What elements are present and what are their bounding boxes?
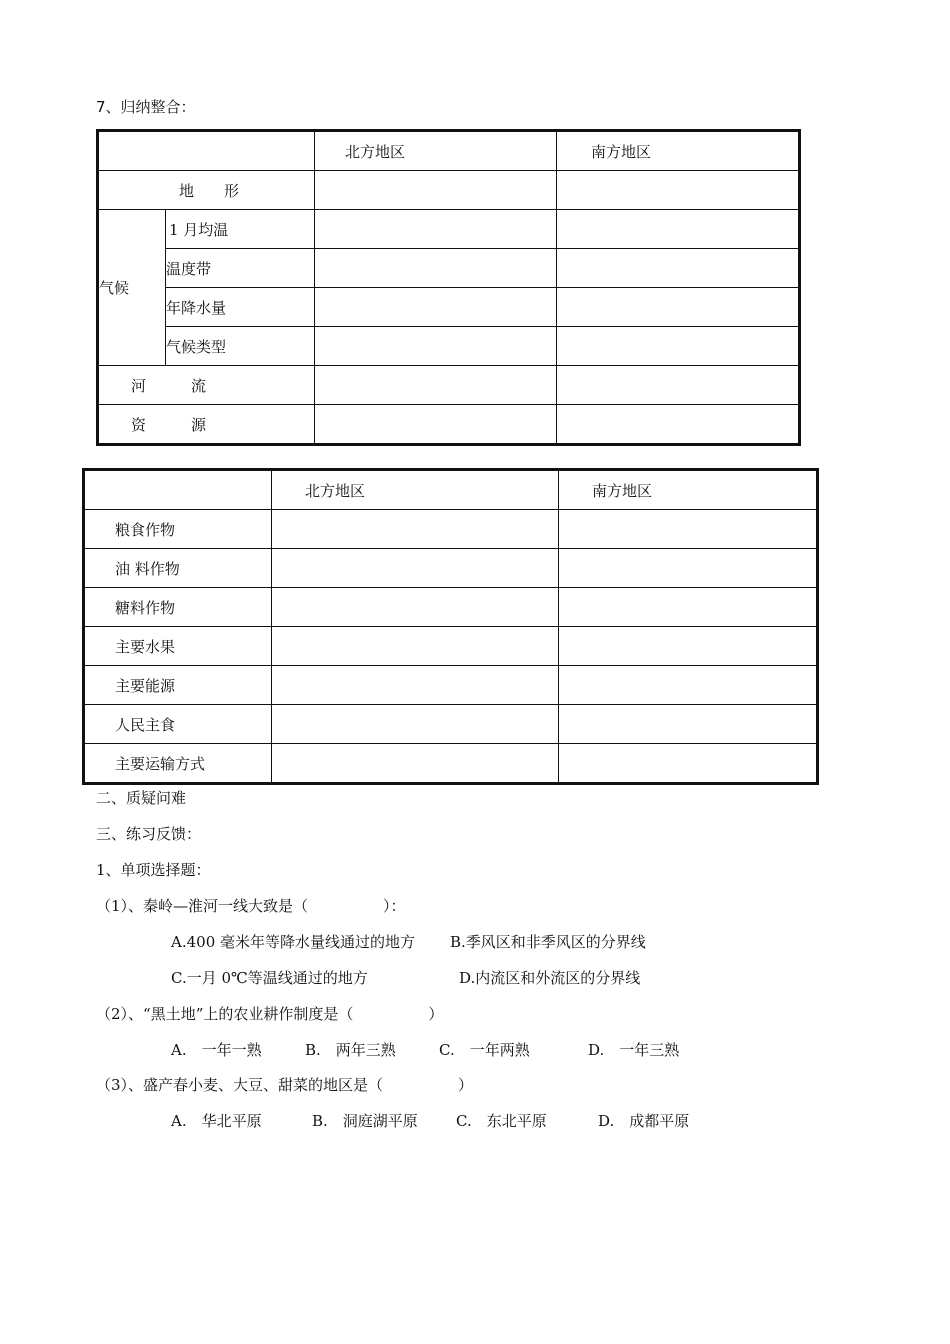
row-label: 人民主食 xyxy=(84,705,272,744)
q2-option-a[interactable]: A. 一年一熟 xyxy=(171,1041,262,1059)
answer-cell[interactable] xyxy=(315,249,557,288)
table-row xyxy=(98,249,800,288)
table-row xyxy=(98,405,800,445)
table-header-row xyxy=(84,470,818,510)
answer-cell[interactable] xyxy=(559,666,818,705)
row-label: 粮食作物 xyxy=(84,510,272,549)
answer-cell[interactable] xyxy=(559,744,818,784)
answer-cell[interactable] xyxy=(272,744,559,784)
table-row xyxy=(98,171,800,210)
table-row xyxy=(84,627,818,666)
corner-cell xyxy=(84,470,272,510)
table-row xyxy=(98,366,800,405)
table-row xyxy=(84,744,818,784)
question-section-title: 1、单项选择题： xyxy=(96,861,211,879)
q2-option-d[interactable]: D. 一年三熟 xyxy=(588,1041,680,1059)
q1-option-a[interactable]: A.400 毫米年等降水量线通过的地方 xyxy=(171,933,416,951)
table-row xyxy=(84,510,818,549)
row-label-annual-precip: 年降水量 xyxy=(166,288,315,327)
answer-cell[interactable] xyxy=(315,366,557,405)
table-row xyxy=(84,705,818,744)
answer-cell[interactable] xyxy=(272,627,559,666)
answer-cell[interactable] xyxy=(272,588,559,627)
answer-cell[interactable] xyxy=(272,705,559,744)
table-row xyxy=(84,666,818,705)
row-label-resources: 资 源 xyxy=(98,405,315,445)
header-south: 南方地区 xyxy=(559,470,818,510)
answer-cell[interactable] xyxy=(557,249,800,288)
answer-cell[interactable] xyxy=(315,171,557,210)
q3-option-c[interactable]: C. 东北平原 xyxy=(456,1112,547,1130)
row-label-rivers: 河 流 xyxy=(98,366,315,405)
answer-cell[interactable] xyxy=(557,327,800,366)
header-north: 北方地区 xyxy=(315,131,557,171)
answer-cell[interactable] xyxy=(557,210,800,249)
table-row xyxy=(84,549,818,588)
row-label: 主要能源 xyxy=(84,666,272,705)
row-label-temp-zone: 温度带 xyxy=(166,249,315,288)
q1-option-b[interactable]: B.季风区和非季风区的分界线 xyxy=(450,933,646,951)
question-1-stem: （1）、秦岭—淮河一线大致是（ ）： xyxy=(96,897,406,915)
answer-cell[interactable] xyxy=(559,627,818,666)
summary-table-1 xyxy=(96,129,801,446)
table-row xyxy=(98,327,800,366)
table-header-row xyxy=(98,131,800,171)
q2-option-b[interactable]: B. 两年三熟 xyxy=(305,1041,396,1059)
answer-cell[interactable] xyxy=(559,588,818,627)
q2-option-c[interactable]: C. 一年两熟 xyxy=(439,1041,530,1059)
answer-cell[interactable] xyxy=(315,327,557,366)
row-label-climate: 气候 xyxy=(98,210,166,366)
answer-cell[interactable] xyxy=(559,549,818,588)
header-north: 北方地区 xyxy=(272,470,559,510)
header-south: 南方地区 xyxy=(557,131,800,171)
section-2-title: 二、质疑问难 xyxy=(96,789,187,807)
row-label: 主要运输方式 xyxy=(84,744,272,784)
table-row xyxy=(98,288,800,327)
answer-cell[interactable] xyxy=(315,288,557,327)
section-7-title: 7、归纳整合： xyxy=(96,98,196,116)
q3-option-d[interactable]: D. 成都平原 xyxy=(598,1112,690,1130)
answer-cell[interactable] xyxy=(557,288,800,327)
answer-cell[interactable] xyxy=(272,549,559,588)
table-row xyxy=(84,588,818,627)
section-3-title: 三、练习反馈： xyxy=(96,825,202,843)
answer-cell[interactable] xyxy=(272,666,559,705)
summary-table-2 xyxy=(82,468,819,785)
row-label: 糖料作物 xyxy=(84,588,272,627)
question-3-stem: （3）、盛产春小麦、大豆、甜菜的地区是（ ） xyxy=(96,1076,474,1094)
q1-option-d[interactable]: D.内流区和外流区的分界线 xyxy=(459,969,641,987)
answer-cell[interactable] xyxy=(559,705,818,744)
question-2-stem: （2）、“黑土地”上的农业耕作制度是（ ） xyxy=(96,1005,444,1023)
table-row xyxy=(98,210,800,249)
row-label: 主要水果 xyxy=(84,627,272,666)
row-label-jan-temp: 1 月均温 xyxy=(166,210,315,249)
answer-cell[interactable] xyxy=(557,171,800,210)
row-label-climate-type: 气候类型 xyxy=(166,327,315,366)
q3-option-b[interactable]: B. 洞庭湖平原 xyxy=(312,1112,418,1130)
answer-cell[interactable] xyxy=(272,510,559,549)
answer-cell[interactable] xyxy=(315,210,557,249)
q3-option-a[interactable]: A. 华北平原 xyxy=(171,1112,262,1130)
answer-cell[interactable] xyxy=(559,510,818,549)
answer-cell[interactable] xyxy=(557,366,800,405)
answer-cell[interactable] xyxy=(315,405,557,445)
row-label: 油 料作物 xyxy=(84,549,272,588)
q1-option-c[interactable]: C.一月 0℃等温线通过的地方 xyxy=(171,969,368,987)
answer-cell[interactable] xyxy=(557,405,800,445)
corner-cell xyxy=(98,131,315,171)
row-label-terrain: 地 形 xyxy=(98,171,315,210)
